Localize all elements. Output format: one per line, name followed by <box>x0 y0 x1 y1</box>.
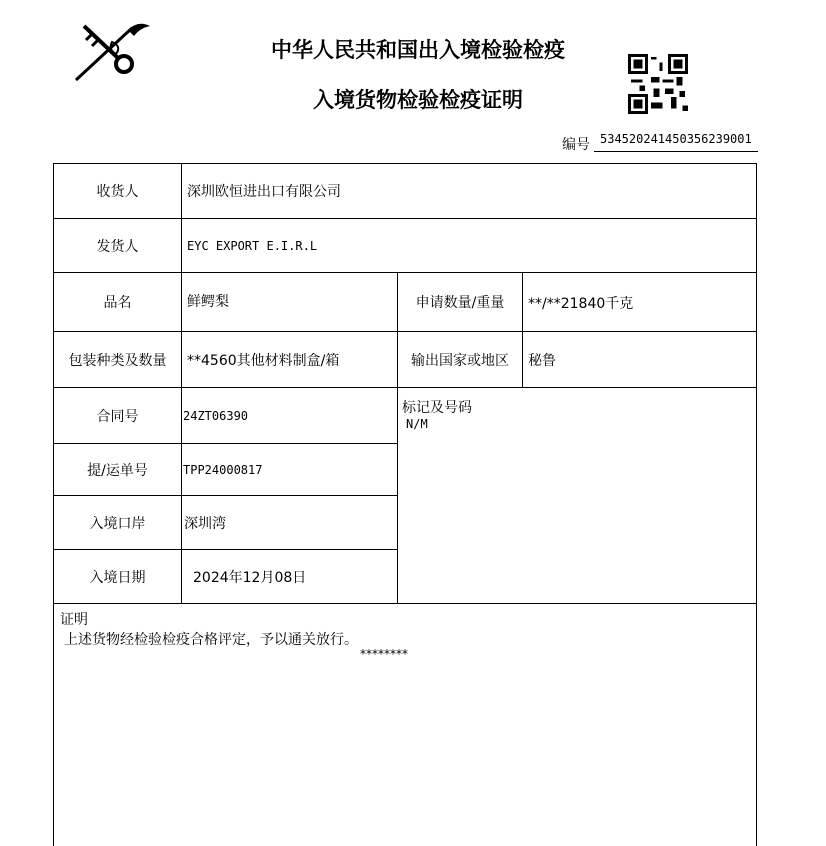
marks-value: N/M <box>406 417 428 431</box>
certification-stars: ******** <box>360 647 408 661</box>
quantity-value: **/**21840千克 <box>522 272 757 332</box>
port-value: 深圳湾 <box>181 495 398 550</box>
date-value: 2024年12月08日 <box>181 549 398 604</box>
date-label: 入境日期 <box>53 549 182 604</box>
origin-label: 输出国家或地区 <box>397 331 523 388</box>
origin-value: 秘鲁 <box>522 331 757 388</box>
certification-text: 上述货物经检验检疫合格评定，予以通关放行。 <box>64 632 358 648</box>
quantity-label: 申请数量/重量 <box>397 272 523 332</box>
product-value: 鲜鳄梨 <box>181 272 398 332</box>
consignor-value: EYC EXPORT E.I.R.L <box>181 218 757 273</box>
consignee-label: 收货人 <box>53 163 182 219</box>
contract-label: 合同号 <box>53 387 182 444</box>
certification-label: 证明 <box>60 612 88 628</box>
product-label: 品名 <box>53 272 182 332</box>
packing-label: 包装种类及数量 <box>53 331 182 388</box>
port-label: 入境口岸 <box>53 495 182 550</box>
bl-label: 提/运单号 <box>53 443 182 496</box>
consignee-value: 深圳欧恒进出口有限公司 <box>181 163 757 219</box>
bl-value: TPP24000817 <box>181 443 398 496</box>
certificate-number: 534520241450356239001 <box>594 132 758 152</box>
qr-code-icon <box>628 54 688 114</box>
title-line-1: 中华人民共和国出入境检验检疫 <box>271 38 565 62</box>
contract-value: 24ZT06390 <box>181 387 398 444</box>
consignor-label: 发货人 <box>53 218 182 273</box>
marks-label: 标记及号码 <box>402 400 472 416</box>
number-label: 编号 <box>562 137 590 153</box>
marks-cell <box>397 387 757 604</box>
certification-cell <box>53 603 757 846</box>
title-line-2: 入境货物检验检疫证明 <box>313 88 523 112</box>
packing-value: **4560其他材料制盒/箱 <box>181 331 398 388</box>
